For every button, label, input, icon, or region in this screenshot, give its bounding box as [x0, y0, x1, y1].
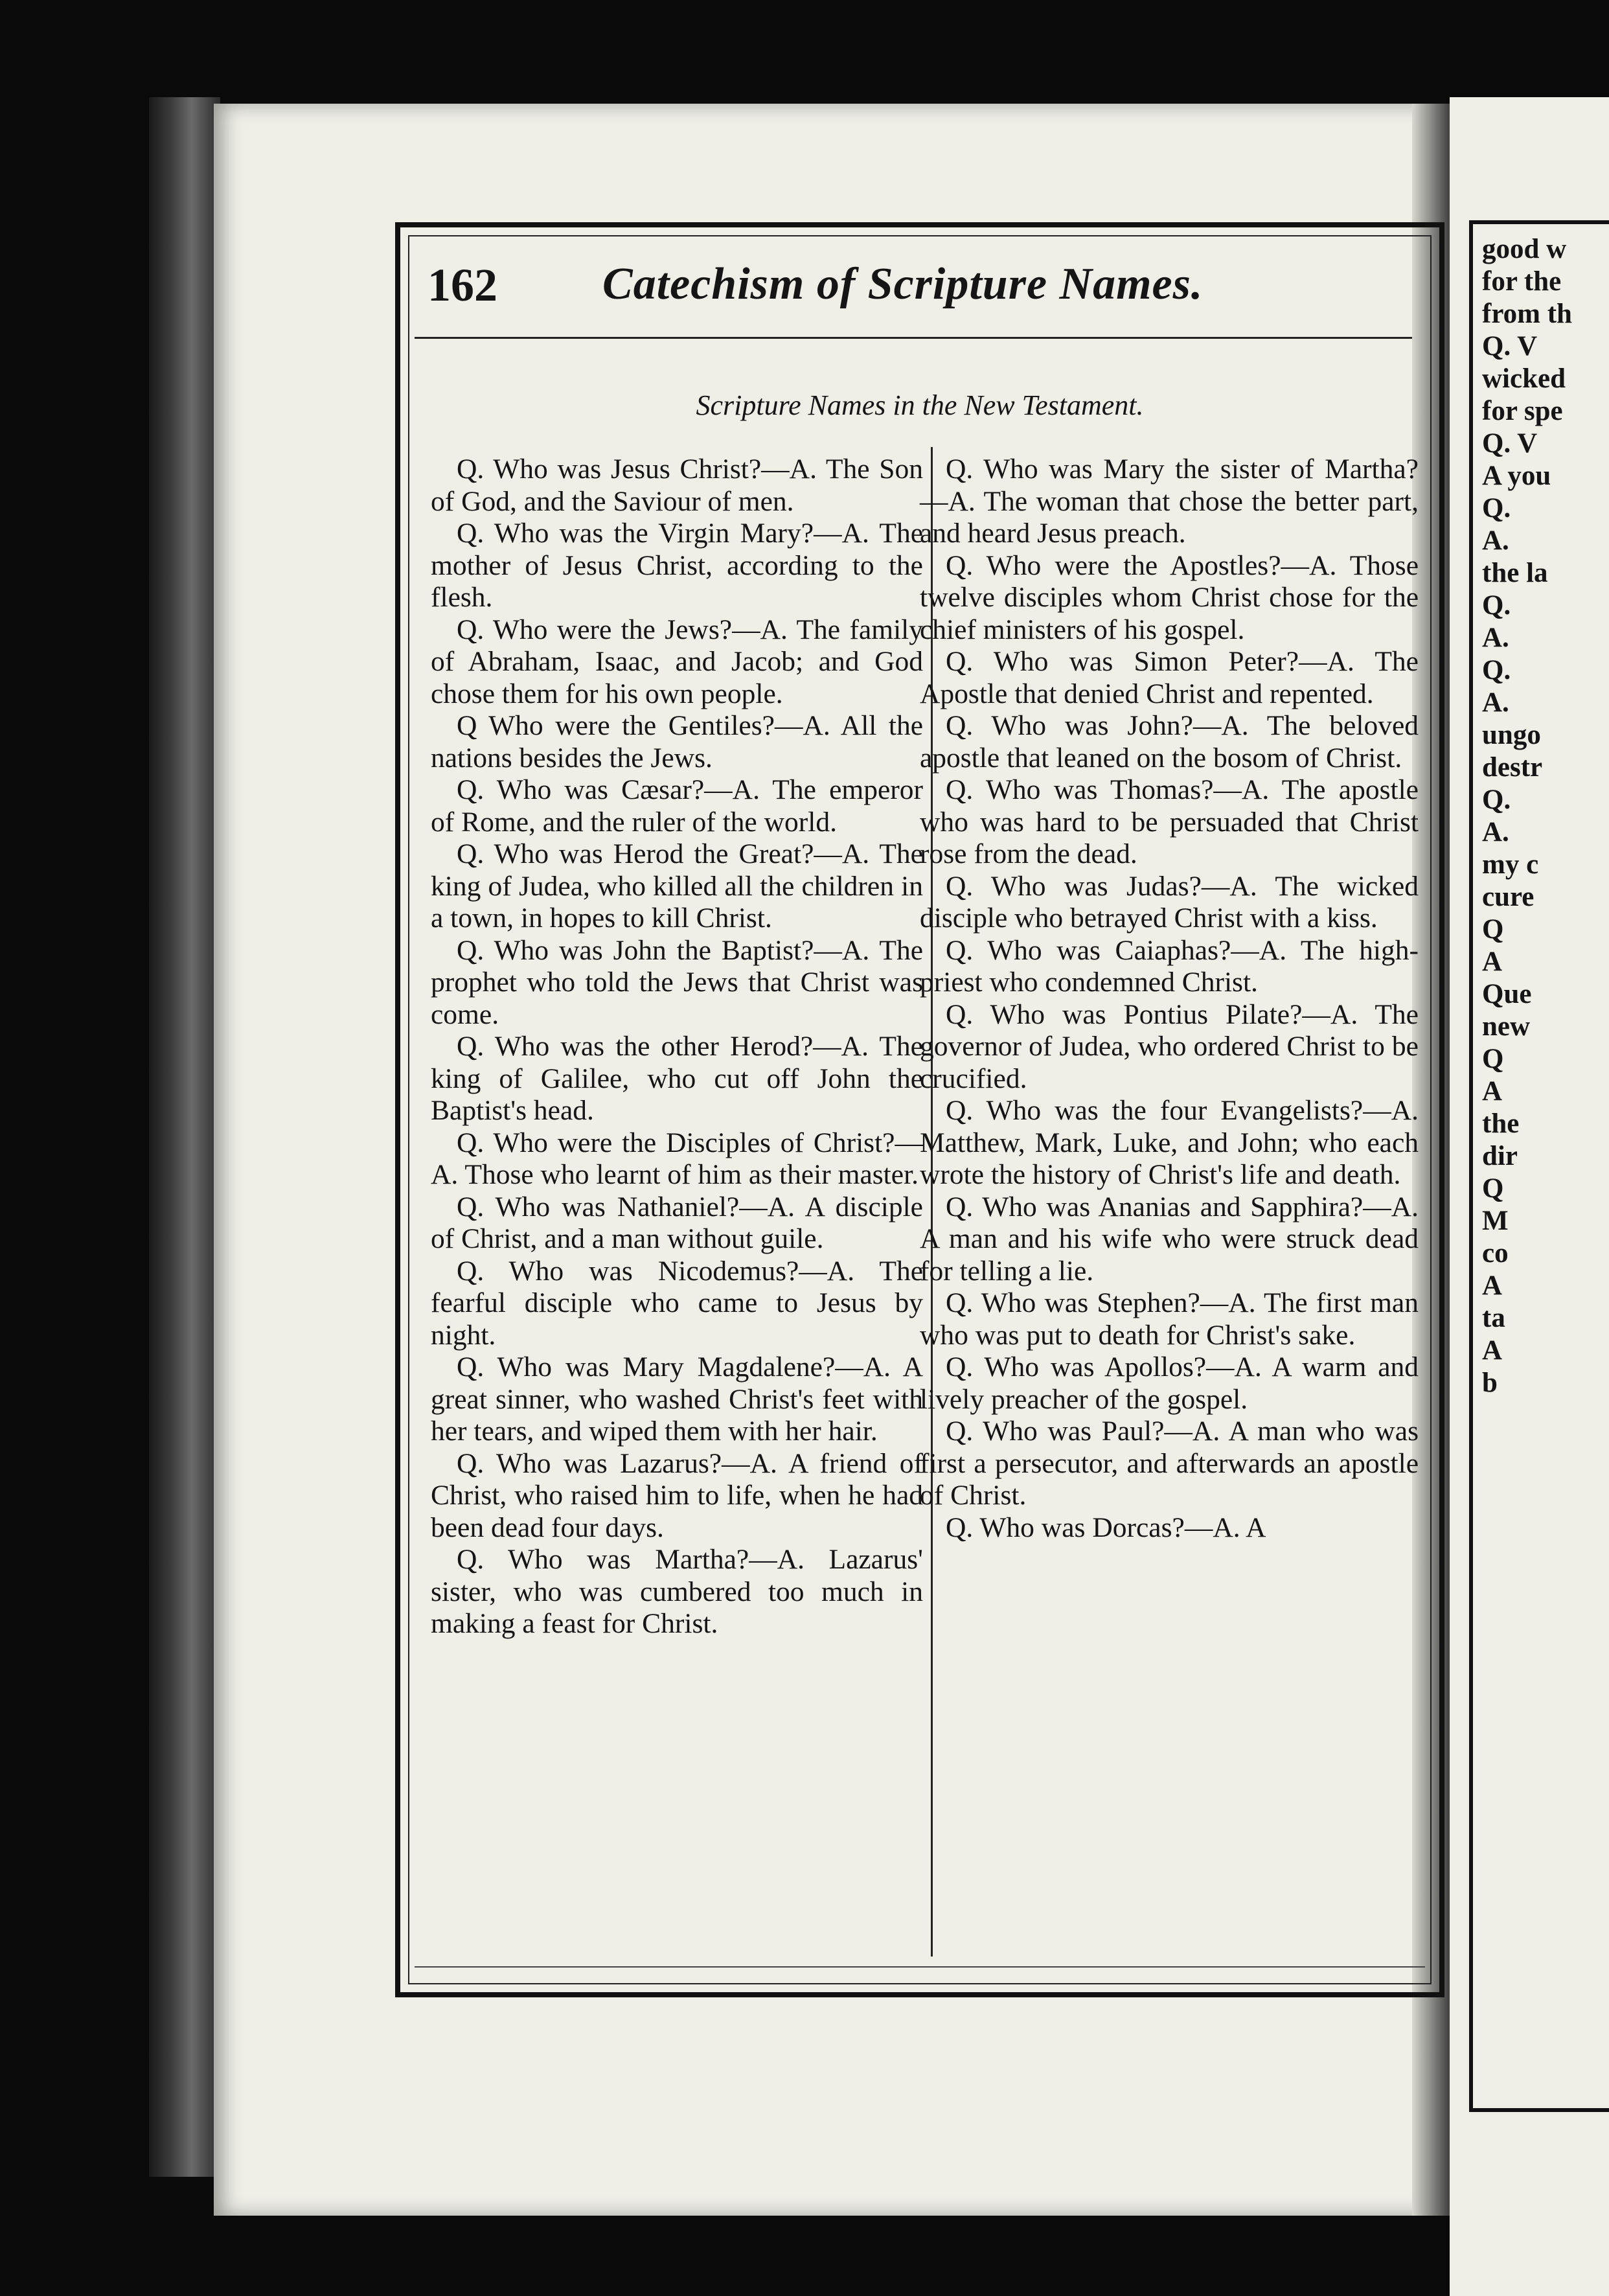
- catechism-entry: Q. Who was Cæsar?—A. The emperor of Rome, and the ruler of the world.: [431, 774, 923, 838]
- adjacent-page-line: the la: [1482, 558, 1548, 588]
- adjacent-page-line: A: [1482, 1076, 1503, 1107]
- catechism-entry: Q. Who was Jesus Christ?—A. The Son of God, and the Saviour of men.: [431, 453, 923, 517]
- adjacent-page-line: Q.: [1482, 655, 1511, 685]
- adjacent-page-line: for the: [1482, 266, 1562, 297]
- adjacent-page-line: ungo: [1482, 720, 1541, 750]
- adjacent-page-line: dir: [1482, 1141, 1518, 1171]
- catechism-entry: Q. Who was Mary the sister of Martha?—A. The woman that chose the better part, and heard Jesus preach.: [920, 453, 1419, 549]
- catechism-entry: Q. Who was John?—A. The beloved apostle that leaned on the bosom of Christ.: [920, 710, 1419, 774]
- adjacent-page-line: wicked: [1482, 363, 1566, 394]
- adjacent-page-line: Q: [1482, 1173, 1504, 1204]
- catechism-entry: Q. Who was the four Evangelists?—A. Matthew, Mark, Luke, and John; who each wrote the history of Christ's life and death.: [920, 1095, 1419, 1190]
- catechism-entry: Q. Who was Judas?—A. The wicked disciple who betrayed Christ with a kiss.: [920, 870, 1419, 934]
- catechism-entry: Q. Who was Nathaniel?—A. A disciple of Christ, and a man without guile.: [431, 1191, 923, 1254]
- adjacent-page-line: A: [1482, 1270, 1503, 1301]
- adjacent-page-line: cure: [1482, 882, 1535, 912]
- footer-rule: [415, 1966, 1425, 1968]
- page-number: 162: [428, 259, 497, 311]
- catechism-entry: Q. Who were the Apostles?—A. Those twelve disciples whom Christ chose for the chief ministers of his gospel.: [920, 549, 1419, 645]
- catechism-entry: Q. Who was Lazarus?—A. A friend of Christ, who raised him to life, when he had been dead four days.: [431, 1447, 923, 1543]
- left-column: [431, 453, 923, 1640]
- adjacent-page-line: co: [1482, 1238, 1509, 1269]
- book-spine: [149, 97, 220, 2177]
- catechism-entry: Q. Who was Apollos?—A. A warm and lively preacher of the gospel.: [920, 1351, 1419, 1415]
- adjacent-page-line: A you: [1482, 461, 1551, 491]
- adjacent-page-line: A: [1482, 1335, 1503, 1366]
- catechism-entry: Q. Who were the Disciples of Christ?—A. Those who learnt of him as their master.: [431, 1127, 923, 1190]
- catechism-entry: Q. Who was Simon Peter?—A. The Apostle that denied Christ and repented.: [920, 646, 1419, 709]
- catechism-entry: Q Who were the Gentiles?—A. All the nations besides the Jews.: [431, 710, 923, 774]
- catechism-entry: Q. Who were the Jews?—A. The family of Abraham, Isaac, and Jacob; and God chose them for his own people.: [431, 614, 923, 709]
- catechism-entry: Q. Who was John the Baptist?—A. The prophet who told the Jews that Christ was come.: [431, 934, 923, 1030]
- adjacent-page-line: good w: [1482, 234, 1567, 264]
- adjacent-page-line: b: [1482, 1368, 1498, 1398]
- right-column: [920, 453, 1419, 1544]
- adjacent-page-line: A.: [1482, 817, 1509, 847]
- adjacent-page-line: the: [1482, 1108, 1520, 1139]
- running-header: [415, 249, 1425, 321]
- adjacent-page-line: my c: [1482, 849, 1539, 880]
- adjacent-page-line: A.: [1482, 687, 1509, 718]
- adjacent-page-line: Q: [1482, 1044, 1504, 1074]
- adjacent-page-line: Q. V: [1482, 331, 1538, 362]
- catechism-entry: Q. Who was Stephen?—A. The first man who was put to death for Christ's sake.: [920, 1287, 1419, 1351]
- adjacent-page-line: A.: [1482, 525, 1509, 556]
- catechism-entry: Q. Who was Dorcas?—A. A: [946, 1511, 1266, 1543]
- adjacent-page-line: destr: [1482, 752, 1543, 783]
- catechism-entry: Q. Who was Ananias and Sapphira?—A. A man and his wife who were struck dead for telling a lie.: [920, 1191, 1419, 1287]
- adjacent-page-line: ta: [1482, 1303, 1505, 1333]
- adjacent-page-line: Q: [1482, 914, 1504, 945]
- catechism-entry: Q. Who was Paul?—A. A man who was first a persecutor, and afterwards an apostle of Christ.: [920, 1416, 1419, 1511]
- catechism-entry: Q. Who was Caiaphas?—A. The high-priest who condemned Christ.: [920, 934, 1419, 998]
- running-title: Catechism of Scripture Names.: [602, 259, 1204, 309]
- catechism-entry: Q. Who was the other Herod?—A. The king of Galilee, who cut off John the Baptist's head.: [431, 1031, 923, 1126]
- adjacent-page-line: Que: [1482, 979, 1532, 1009]
- catechism-entry: Q. Who was Martha?—A. Lazarus' sister, who was cumbered too much in making a feast for Christ.: [431, 1544, 923, 1639]
- catechism-entry: Q. Who was the Virgin Mary?—A. The mother of Jesus Christ, according to the flesh.: [431, 518, 923, 613]
- adjacent-page-line: A.: [1482, 623, 1509, 653]
- adjacent-page-line: new: [1482, 1011, 1531, 1042]
- adjacent-page-line: from th: [1482, 299, 1572, 329]
- adjacent-page-line: A: [1482, 947, 1503, 977]
- catechism-entry: Q. Who was Herod the Great?—A. The king of Judea, who killed all the children in a town, in hopes to kill Christ.: [431, 838, 923, 934]
- adjacent-page-line: M: [1482, 1206, 1509, 1236]
- catechism-entry: Q. Who was Mary Magdalene?—A. A great sinner, who washed Christ's feet with her tears, and wiped them with her hair.: [431, 1351, 923, 1447]
- catechism-entry: Q. Who was Nicodemus?—A. The fearful disciple who came to Jesus by night.: [431, 1255, 923, 1351]
- adjacent-page-line: Q.: [1482, 493, 1511, 523]
- section-title: Scripture Names in the New Testament.: [696, 389, 1144, 421]
- catechism-entry: Q. Who was Pontius Pilate?—A. The governor of Judea, who ordered Christ to be crucified.: [920, 998, 1419, 1094]
- header-rule: [415, 337, 1412, 339]
- adjacent-page: [1450, 97, 1609, 2296]
- adjacent-page-text: [1482, 233, 1609, 1399]
- adjacent-page-line: Q.: [1482, 590, 1511, 621]
- adjacent-page-line: Q. V: [1482, 428, 1538, 459]
- adjacent-page-line: for spe: [1482, 396, 1563, 426]
- adjacent-page-line: Q.: [1482, 785, 1511, 815]
- catechism-entry: Q. Who was Thomas?—A. The apostle who was hard to be persuaded that Christ rose from the dead.: [920, 774, 1419, 869]
